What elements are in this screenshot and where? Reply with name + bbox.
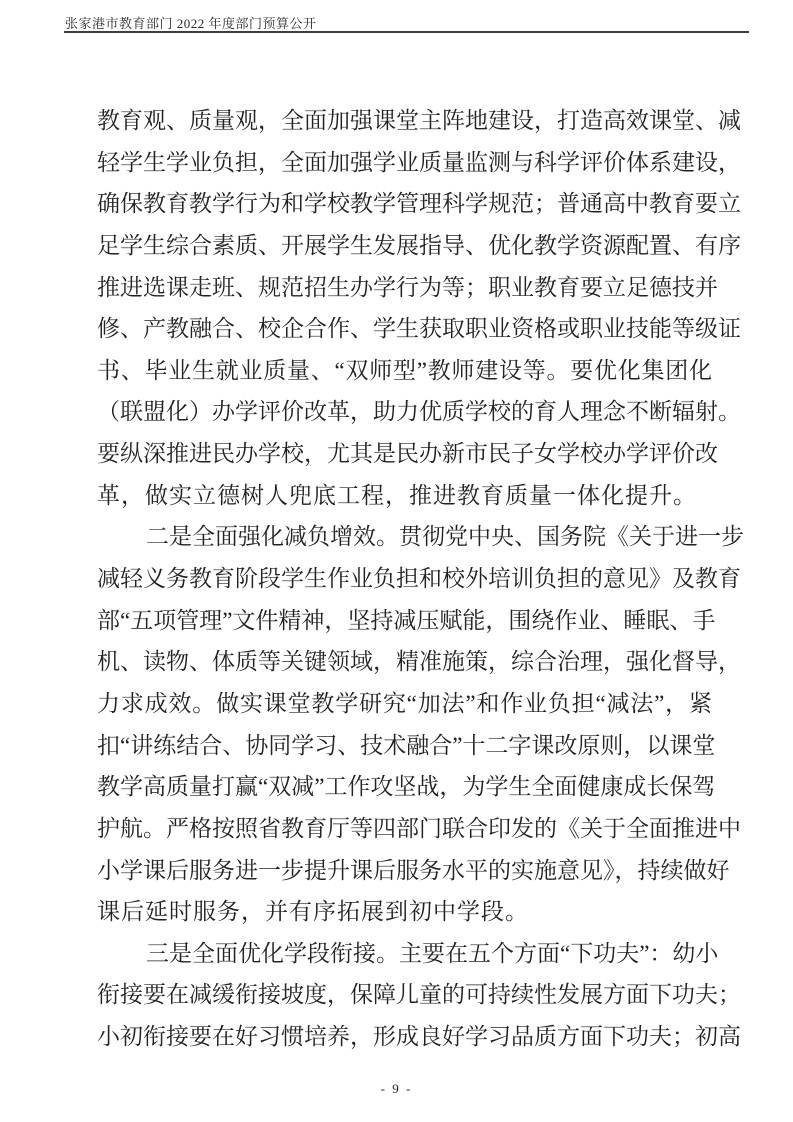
body-line: 课后延时服务，并有序拓展到初中学段。: [97, 899, 529, 925]
body-line: 二是全面强化减负增效。贯彻党中央、国务院《关于进一步: [146, 524, 744, 550]
body-line: （联盟化）办学评价改革，助力优质学校的育人理念不断辐射。: [97, 399, 741, 425]
header-rule: [64, 31, 749, 33]
body-line: 教学高质量打赢“双减”工作攻坚战，为学生全面健康成长保驾: [97, 774, 716, 800]
body-line: 减轻义务教育阶段学生作业负担和校外培训负担的意见》及教育: [97, 566, 741, 592]
body-line: 扣“讲练结合、协同学习、技术融合”十二字课改原则，以课堂: [97, 732, 716, 758]
body-line: 革，做实立德树人兜底工程，推进教育质量一体化提升。: [97, 482, 697, 508]
header-title: 张家港市教育部门 2022 年度部门预算公开: [65, 16, 317, 31]
body-line: 三是全面优化学段衔接。主要在五个方面“下功夫”：幼小: [146, 940, 719, 966]
body-line: 教育观、质量观，全面加强课堂主阵地建设，打造高效课堂、减: [97, 108, 741, 133]
body-line: 小学课后服务进一步提升课后服务水平的实施意见》，持续做好: [97, 857, 730, 883]
body-line: 要纵深推进民办学校，尤其是民办新市民子女学校办学评价改: [97, 441, 718, 467]
body-line: 力求成效。做实课堂教学研究“加法”和作业负担“减法”，紧: [97, 690, 712, 716]
page-number: - 9 -: [380, 1081, 413, 1096]
body-line: 机、读物、体质等关键领域，精准施策，综合治理，强化督导，: [97, 649, 741, 675]
body-line: 护航。严格按照省教育厅等四部门联合印发的《关于全面推进中: [97, 815, 741, 841]
document-body: [97, 100, 744, 1058]
body-line: 确保教育教学行为和学校教学管理科学规范；普通高中教育要立: [97, 191, 741, 217]
body-line: 推进选课走班、规范招生办学行为等；职业教育要立足德技并: [97, 274, 718, 300]
body-line: 轻学生学业负担，全面加强学业质量监测与科学评价体系建设，: [97, 149, 741, 175]
body-line: 书、毕业生就业质量、“双师型”教师建设等。要优化集团化: [97, 357, 712, 383]
body-line: 修、产教融合、校企合作、学生获取职业资格或职业技能等级证: [97, 316, 741, 342]
body-line: 衔接要在减缓衔接坡度，保障儿童的可持续性发展方面下功夫；: [97, 982, 741, 1008]
body-line: 部“五项管理”文件精神，坚持减压赋能，围绕作业、睡眠、手: [97, 607, 716, 633]
body-line: 足学生综合素质、开展学生发展指导、优化教学资源配置、有序: [97, 232, 741, 258]
body-line: 小初衔接要在好习惯培养，形成良好学习品质方面下功夫；初高: [97, 1024, 741, 1050]
